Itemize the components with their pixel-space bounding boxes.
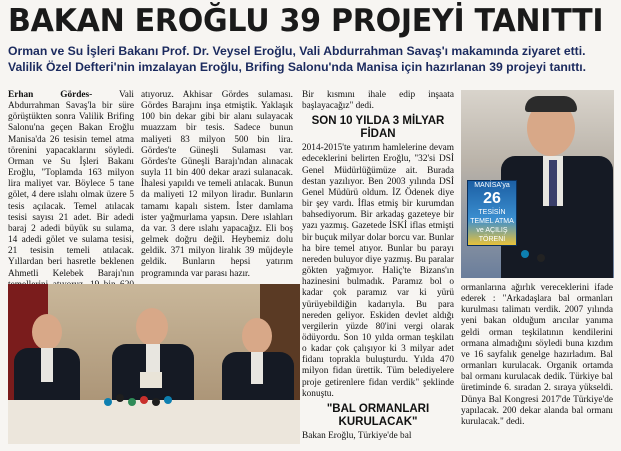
lead-line-1: Orman ve Su İşleri Bakanı Prof. Dr. Veysel Eroğlu, Vali Abdurrahman Savaş'ı makamında ziyaret etti. — [8, 44, 586, 58]
column-3-intro: Bir kısmını ihale edip inşaata başlayacağız" dedi. — [302, 90, 454, 112]
booklet — [467, 180, 517, 246]
article-column-3 — [302, 90, 454, 445]
photo-minister-with-booklet — [461, 90, 614, 278]
photo-tie — [549, 160, 557, 206]
headline: BAKAN EROĞLU 39 PROJEYİ TANITTI — [8, 3, 604, 39]
column-2-text: atıyoruz. Akhisar Gördes sulaması. Gördes Barajını inşa etmiştik. Yaklaşık 100 bin dekar gibi bir alanı sulayacak muazzam bir tesis. Sadece bunun maliyeti 83 milyon 500 bin lira. Gördes'te Güneşli Sulaması var. Gördes'te Güneşli Barajı'ndan alınacak suyla 11 bin 400 dekar arazi sulanacak. İhalesi yapıldı ve temeli atılacak. Bunun da maliyeti 12 milyon liradır. Bunların tamamı kapalı sistem. İster damlama ister yağmurlama yapsın. Dere ıslahları da var. 3 dere ıslahı yapacağız. Eli boş gelmek doğru değil. Heybemiz dolu geldik. 371 milyon liralık 39 müjdeyle geldik. Bunların hepsi yatırım programında var parası hazır. — [141, 90, 293, 279]
microphone-icon — [140, 396, 148, 404]
photo-person-left-shirt — [41, 348, 53, 382]
microphone-icon — [537, 254, 545, 262]
photo-person-center-face — [136, 308, 168, 346]
photo-briefing-meeting — [8, 284, 300, 444]
photo-person-right-face — [242, 318, 272, 354]
column-3-outro: Bakan Eroğlu, Türkiye'de bal — [302, 430, 412, 441]
article-column-2 — [141, 90, 293, 278]
booklet-number: 26 — [483, 190, 501, 207]
microphone-icon — [164, 396, 172, 404]
photo-person-left-face — [32, 314, 62, 350]
booklet-city: MANİSA'ya — [474, 182, 510, 189]
microphone-icon — [152, 398, 160, 406]
photo-person-right-shirt — [251, 352, 263, 384]
lead-line-2: Valilik Özel Defteri'nin imzalayan Eroğlu, Brifing Salonu'nda Manisa için hazırlanan 39 projeyi tanıttı. — [8, 60, 587, 74]
subheading-fidan: SON 10 YILDA 3 MİLYAR FİDAN — [311, 115, 445, 141]
photo-table — [8, 400, 300, 444]
microphone-icon — [521, 250, 529, 258]
photo-hair — [525, 96, 577, 112]
column-1-text: Vali Abdurrahman Savaş'la bir süre görüştükten sonra Valilik Brifing Salonu'na geçen Bakan Eroğlu Manisa'da 26 tesisin temel atma törenini yapacaklarını söyledi. Orman ve Su İşleri Bakanı Eroğlu, "Toplamda 163 milyon lira maliyet var. Böylece 5 tane gölet, 4 dere ıslahı olmak üzere 5 tesis açılacak. Temel atılacak tesisi sayısı 21 adet. Bir adedi baraj 2 adedi büyük su sulama, 14 adedi gölet ve sulama tesisi, 21 tesisin temeli atılacak. Yıllardan beri hasretle beklenen Ahmetli Kelebek Barajı'nın — [8, 90, 134, 279]
byline: Erhan Gördes- — [8, 90, 93, 100]
column-4-text: ormanlarına ağırlık vereceklerini ifade ederek : "Arkadaşlara bal ormanları kurulması talimatı verdik. 2007 yılında yeni bakan olduğum arıcılar yanıma geldi orman teşkilatının kendilerini ormana almadığını söyledi buna kızdım ve 16 sayfalık genelge hazırladım. Bal ormanları kurulacak. Organik ortamda bal ormanı kurulacak dedik. Türkiye bal üretiminde 6. sıradan 2. sıraya yükseldi. Dünya Bal Kongresi 2017'de Türkiye'de yapılacak. 200 dekar alanda bal ormanı kurulacak." dedi. — [461, 283, 613, 427]
subheading-bal-ormanlari: "BAL ORMANLARI KURULACAK" — [326, 402, 430, 428]
microphone-icon — [128, 398, 136, 406]
microphone-icon — [116, 394, 124, 402]
column-3-body: 2014-2015'te yatırım hamlelerine devam edeceklerini belirten Eroğlu, "32'si DSİ Genel Müdürlüğümüze ait. Burada destan yazılıyor. Ben 2003 yılında DSİ Genel Müdürü oldum. İZ Ödenek diye bir şey vardı. İflas etmiş bir kurumdan bahsediyorum. Bir arkadaş gazeteye bir yazı yazmış. Gazetede İSKİ iflas etmişti bir buçuk milyar dolar borcu var. Bunlar ha bire temel atıyor. Bunlar bu parayı nereden buluyor diye yazmış. Bu paralar gökten yağmıyor. Haliç'te Bizans'ın hazinesini bulmadık. Paramız bol o kadar çok paramız var ki yürü yürüyebildiğin kadarıyla. Bu para nereden geliyor. Eskiden devlet aldığı vergilerin yüzde 80'ini vergi olarak ödüyordu. Son 10 yılda orman teşkilatı o kadar çok çalışıyor ki 3 milyar adet fidanı toprakla buluşturdu. Yılda 470 milyon fidan ürettik. Tüm belediyelere proje getirenlere fidan verdik" şeklinde konuştu. — [302, 143, 454, 399]
microphone-icon — [104, 398, 112, 406]
booklet-caption: TESİSİN TEMEL ATMA ve AÇILIŞ TÖRENİ — [470, 209, 514, 243]
article-column-4 — [461, 283, 613, 445]
photo-document — [140, 372, 162, 388]
lead-paragraph — [8, 43, 614, 75]
article-column-1 — [8, 90, 134, 278]
